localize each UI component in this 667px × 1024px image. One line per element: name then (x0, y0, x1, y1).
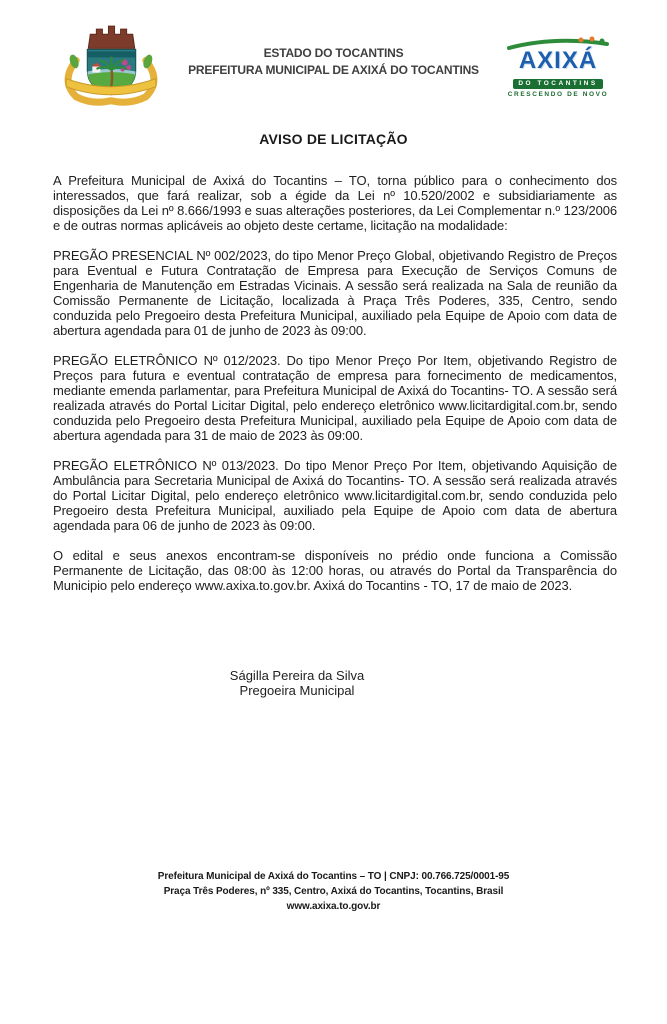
footer-website: www.axixa.to.gov.br (286, 901, 381, 912)
document-body (53, 173, 617, 608)
logo-city-name: AXIXÁ (518, 47, 598, 74)
paragraph-intro: A Prefeitura Municipal de Axixá do Tocantins – TO, torna público para o conhecimento dos interessados, que fará realizar, sob a égide da Lei nº 10.520/2002 e subsidiariamente as disposições da Lei nº 8.666/1993 e suas alterações posteriores, da Lei Complementar n.º 123/2006 e de outras normas aplicáveis ao objeto deste certame, licitação na modalidade: (53, 173, 617, 233)
logo-state-ribbon: DO TOCANTINS (513, 79, 602, 89)
paragraph-pregao-presencial-002: PREGÃO PRESENCIAL Nº 002/2023, do tipo Menor Preço Global, objetivando Registro de Preços para Eventual e Futura Contratação de Empresa para Execução de Serviços Comuns de Engenharia de Manutenção em Estradas Vicinais. A sessão será realizada na Sala de reunião da Comissão Permanente de Licitação, localizada à Praça Três Poderes, 335, Centro, sendo conduzida pelo Pregoeiro desta Prefeitura Municipal, auxiliado pela Equipe de Apoio com data de abertura agendada para 01 de junho de 2023 às 09:00. (53, 248, 617, 338)
signature-name: Ságilla Pereira da Silva (229, 668, 365, 683)
header-municipality-line: PREFEITURA MUNICIPAL DE AXIXÁ DO TOCANTINS (188, 63, 479, 77)
logo-slogan: CRESCENDO DE NOVO (507, 91, 609, 98)
footer-cnpj-line: Prefeitura Municipal de Axixá do Tocantins – TO | CNPJ: 00.766.725/0001-95 (157, 871, 510, 882)
signature-role: Pregoeira Municipal (239, 683, 355, 698)
footer-address-line: Praça Três Poderes, nº 335, Centro, Axixá do Tocantins, Tocantins, Brasil (163, 886, 504, 897)
page-footer (0, 869, 667, 914)
paragraph-pregao-eletronico-013: PREGÃO ELETRÔNICO Nº 013/2023. Do tipo Menor Preço Por Item, objetivando Aquisição de Ambulância para Secretaria Municipal de Axixá do Tocantins- TO. A sessão será realizada através do Portal Licitar Digital, pelo endereço eletrônico www.licitardigital.com.br, sendo conduzida pelo Pregoeiro desta Prefeitura Municipal, auxiliado pela Equipe de Apoio com data de abertura agendada para 06 de junho de 2023 às 09:00. (53, 458, 617, 533)
signature-block (0, 668, 594, 698)
city-brand-logo (503, 36, 613, 99)
page-title: AVISO DE LICITAÇÃO (259, 131, 408, 147)
paragraph-pregao-eletronico-012: PREGÃO ELETRÔNICO Nº 012/2023. Do tipo Menor Preço Por Item, objetivando Registro de Preços para futura e eventual contratação de empresa para fornecimento de medicamentos, mediante emenda parlamentar, para Prefeitura Municipal de Axixá do Tocantins- TO. A sessão será realizada através do Portal Licitar Digital, pelo endereço eletrônico www.licitardigital.com.br, sendo conduzida pelo Pregoeiro desta Prefeitura Municipal, auxiliado pela Equipe de Apoio com data de abertura agendada para 31 de maio de 2023 às 09:00. (53, 353, 617, 443)
paragraph-edital-info: O edital e seus anexos encontram-se disponíveis no prédio onde funciona a Comissão Permanente de Licitação, das 08:00 às 12:00 horas, ou através do Portal da Transparência do Municipio pelo endereço www.axixa.to.gov.br. Axixá do Tocantins - TO, 17 de maio de 2023. (53, 548, 617, 593)
header-organization (120, 45, 547, 79)
header-state-line: ESTADO DO TOCANTINS (263, 46, 404, 60)
